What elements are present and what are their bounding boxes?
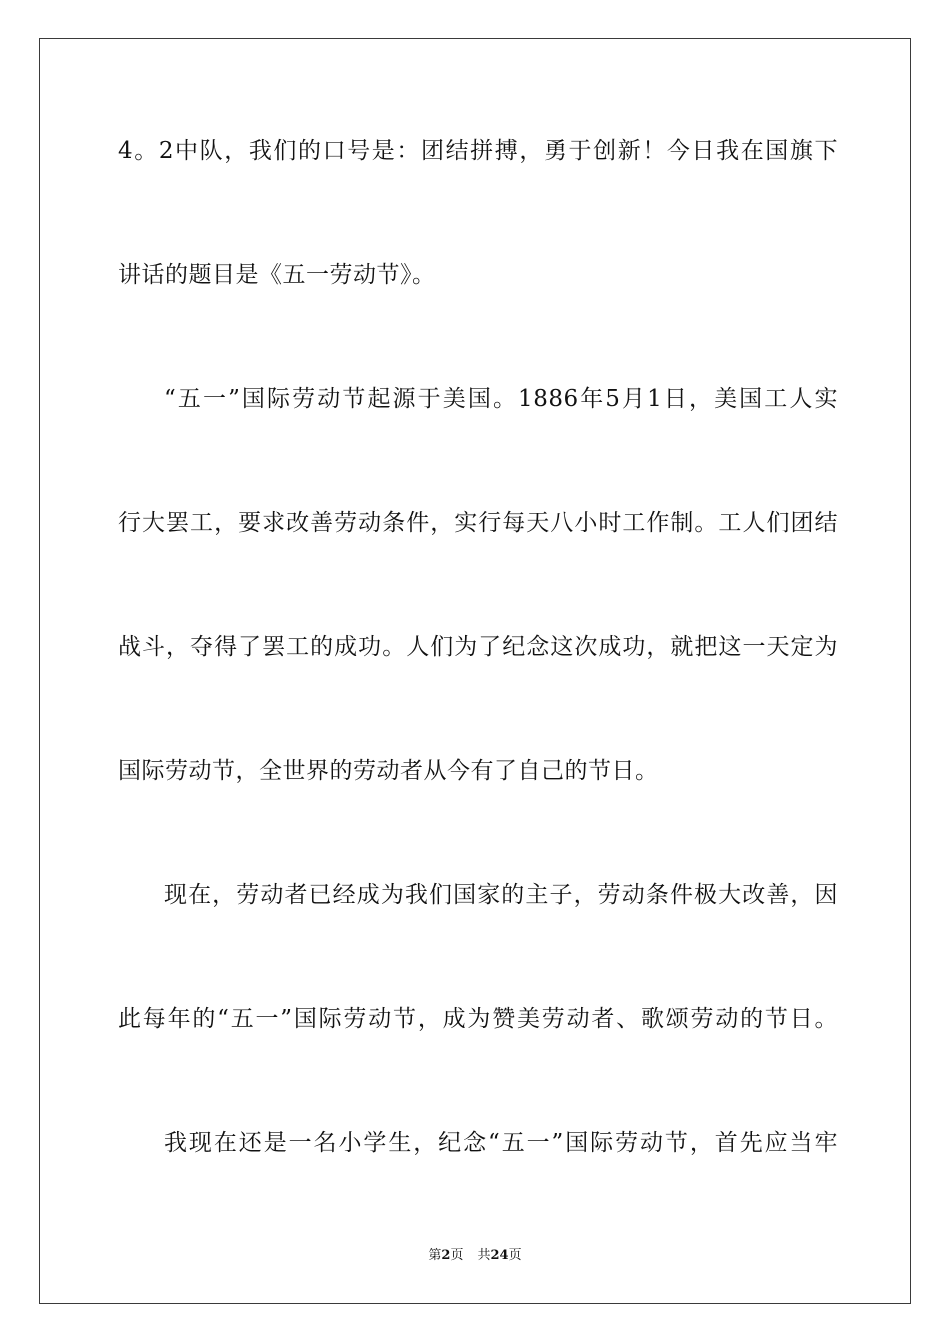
text-line-6: 国际劳动节，全世界的劳动者从今有了自己的节日。	[118, 758, 659, 784]
text-line-2: 讲话的题目是《五一劳动节》。	[118, 262, 436, 288]
text-line-9: 我现在还是一名小学生，纪念“五一”国际劳动节，首先应当牢	[164, 1130, 838, 1156]
total-pages-number: 24	[490, 1248, 509, 1263]
text-line-4: 行大罢工，要求改善劳动条件，实行每天八小时工作制。工人们团结	[118, 510, 838, 536]
text-line-7: 现在，劳动者已经成为我们国家的主子，劳动条件极大改善，因	[164, 882, 838, 908]
page-indicator: 第2页	[428, 1248, 464, 1263]
current-page-number: 2	[441, 1248, 451, 1263]
text-line-8: 此每年的“五一”国际劳动节，成为赞美劳动者、歌颂劳动的节日。	[118, 1006, 838, 1032]
page-border	[39, 38, 911, 1304]
total-pages-indicator: 共24页	[477, 1248, 522, 1263]
text-line-3: “五一”国际劳动节起源于美国。1886年5月1日，美国工人实	[164, 386, 838, 412]
page-footer	[0, 1247, 950, 1265]
text-line-5: 战斗，夺得了罢工的成功。人们为了纪念这次成功，就把这一天定为	[118, 634, 838, 660]
text-line-1: 4。2中队，我们的口号是：团结拼搏，勇于创新！今日我在国旗下	[118, 138, 838, 164]
